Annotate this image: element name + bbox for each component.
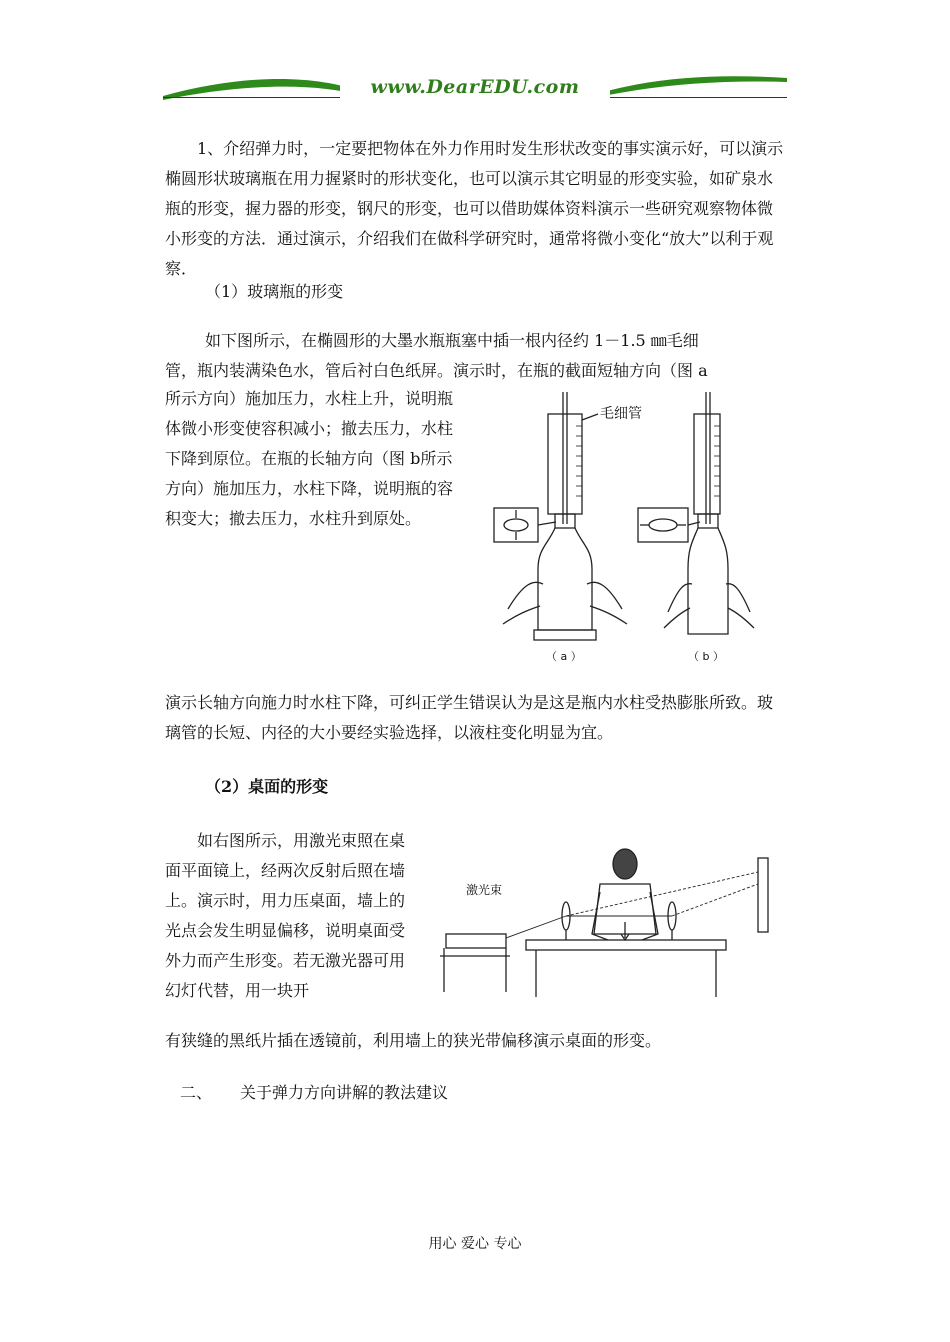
heading-desk-deformation: （2）桌面的形变 bbox=[205, 777, 329, 796]
desk-paragraph-wrap: 如右图所示，用激光束照在桌面平面镜上，经两次反射后照在墙上。演示时，用力压桌面，墙上的光点会发生明显偏移，说明桌面受外力而产生形变。若无激光器可用幻灯代替，用一块开 bbox=[165, 831, 406, 1000]
laser-desk-figure bbox=[440, 842, 780, 1002]
section-heading-elastic-direction: 关于弹力方向讲解的教法建议 bbox=[240, 1083, 449, 1102]
figure-a-label: （ a ） bbox=[546, 650, 582, 663]
capillary-tube-label: 毛细管 bbox=[600, 406, 642, 422]
intro-paragraph: 1、介绍弹力时，一定要把物体在外力作用时发生形状改变的事实演示好，可以演示椭圆形状玻璃瓶在用力握紧时的形状变化，也可以演示其它明显的形变实验，如矿泉水瓶的形变，握力器的形变，钢尺的形变，也可以借助媒体资料演示一些研究观察物体微小形变的方法．通过演示，介绍我们在做科学研究时，通常将微小变化“放大”以利于观察． bbox=[165, 139, 784, 278]
bottle-paragraph-line2: 管，瓶内装满染色水，管后衬白色纸屏。演示时，在瓶的截面短轴方向（图 a bbox=[165, 361, 708, 380]
site-url[interactable]: www.DearEDU.com bbox=[340, 76, 610, 100]
bottle-paragraph-wrap: 所示方向）施加压力，水柱上升，说明瓶体微小形变使容积减小；撤去压力，水柱下降到原位。在瓶的长轴方向（图 b所示方向）施加压力，水柱下降，说明瓶的容积变大；撤去压力，水柱升到原处。 bbox=[165, 389, 454, 528]
page-footer: 用心 爱心 专心 bbox=[428, 1236, 522, 1252]
desk-paragraph-end: 有狭缝的黑纸片插在透镜前，利用墙上的狭光带偏移演示桌面的形变。 bbox=[165, 1031, 662, 1050]
bottle-conclusion-paragraph: 演示长轴方向施力时水柱下降，可纠正学生错误认为是这是瓶内水柱受热膨胀所致。玻璃管的长短、内径的大小要经实验选择，以液柱变化明显为宜。 bbox=[165, 693, 774, 742]
heading-glass-bottle: （1）玻璃瓶的形变 bbox=[205, 282, 344, 301]
figure-b-label: （ b ） bbox=[688, 650, 724, 663]
bottle-deformation-figure bbox=[488, 384, 770, 666]
bottle-paragraph-line1: 如下图所示，在椭圆形的大墨水瓶瓶塞中插一根内径约 1－1.5 ㎜毛细 bbox=[205, 331, 699, 350]
section-number: 二、 bbox=[180, 1083, 213, 1102]
laser-beam-label: 激光束 bbox=[466, 883, 503, 897]
